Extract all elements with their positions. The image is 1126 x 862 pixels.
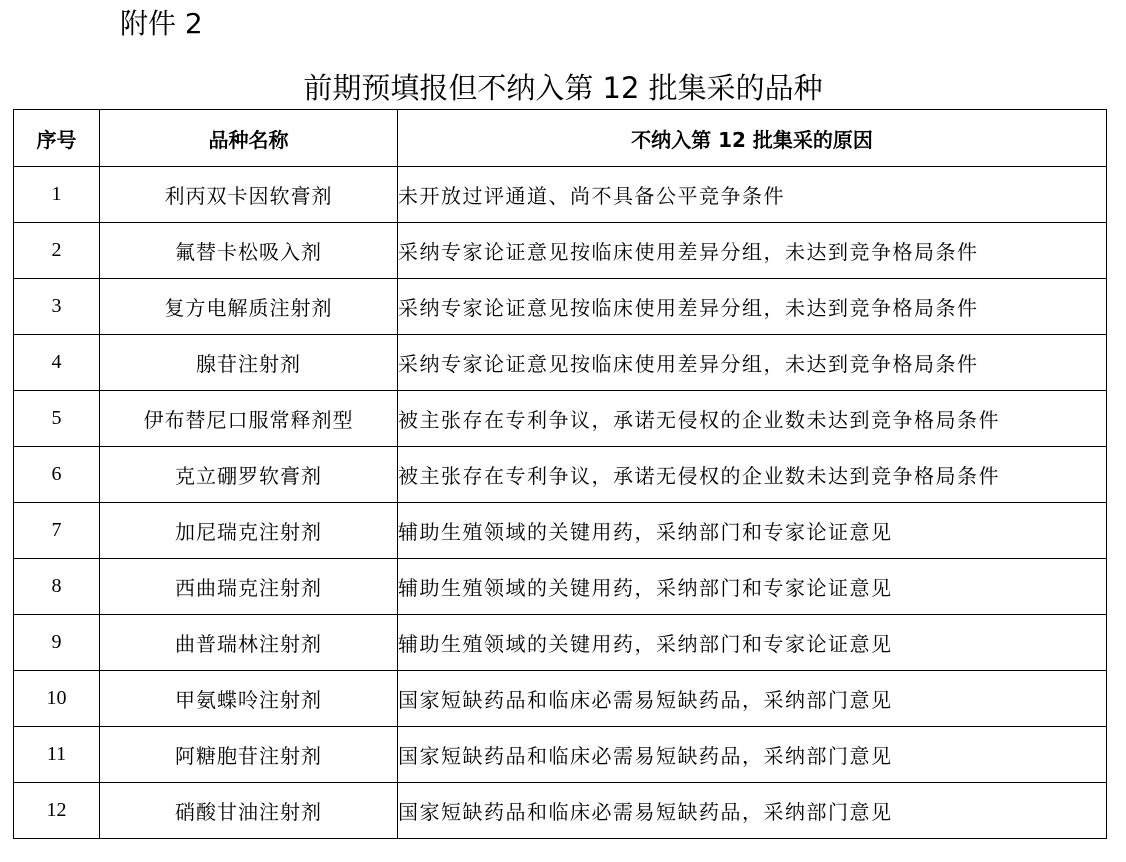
exclusion-reason-cell: 被主张存在专利争议，承诺无侵权的企业数未达到竞争格局条件 [398,447,1107,503]
exclusion-reason-cell: 国家短缺药品和临床必需易短缺药品，采纳部门意见 [398,727,1107,783]
serial-number-cell: 8 [14,559,100,615]
drug-name-cell: 硝酸甘油注射剂 [100,783,398,839]
header-serial-number: 序号 [14,110,100,167]
serial-number-cell: 3 [14,279,100,335]
exclusion-reason-cell: 辅助生殖领域的关键用药，采纳部门和专家论证意见 [398,559,1107,615]
drug-name-cell: 西曲瑞克注射剂 [100,559,398,615]
table-row [14,167,1107,223]
drug-name-cell: 腺苷注射剂 [100,335,398,391]
serial-number-cell: 9 [14,615,100,671]
table-row [14,671,1107,727]
drug-name-cell: 氟替卡松吸入剂 [100,223,398,279]
exclusion-reason-cell: 未开放过评通道、尚不具备公平竞争条件 [398,167,1107,223]
exclusion-reason-cell: 采纳专家论证意见按临床使用差异分组，未达到竞争格局条件 [398,335,1107,391]
serial-number-cell: 4 [14,335,100,391]
drug-name-cell: 曲普瑞林注射剂 [100,615,398,671]
table-row [14,447,1107,503]
table-row [14,727,1107,783]
exclusion-reason-cell: 采纳专家论证意见按临床使用差异分组，未达到竞争格局条件 [398,279,1107,335]
table-body [14,167,1107,839]
exclusion-reason-cell: 辅助生殖领域的关键用药，采纳部门和专家论证意见 [398,503,1107,559]
exclusion-reason-cell: 被主张存在专利争议，承诺无侵权的企业数未达到竞争格局条件 [398,391,1107,447]
page-title: 前期预填报但不纳入第 12 批集采的品种 [303,71,823,105]
header-drug-name: 品种名称 [100,110,398,167]
table-row [14,783,1107,839]
drug-name-cell: 复方电解质注射剂 [100,279,398,335]
exclusion-reason-cell: 国家短缺药品和临床必需易短缺药品，采纳部门意见 [398,783,1107,839]
serial-number-cell: 6 [14,447,100,503]
attachment-label: 附件 2 [120,7,203,40]
serial-number-cell: 2 [14,223,100,279]
exclusion-reason-cell: 采纳专家论证意见按临床使用差异分组，未达到竞争格局条件 [398,223,1107,279]
table-row [14,335,1107,391]
table-row [14,615,1107,671]
drug-table [13,109,1107,839]
drug-name-cell: 阿糖胞苷注射剂 [100,727,398,783]
table-row [14,279,1107,335]
header-exclusion-reason: 不纳入第 12 批集采的原因 [398,110,1107,167]
serial-number-cell: 11 [14,727,100,783]
drug-name-cell: 利丙双卡因软膏剂 [100,167,398,223]
drug-name-cell: 克立硼罗软膏剂 [100,447,398,503]
table-row [14,503,1107,559]
drug-name-cell: 加尼瑞克注射剂 [100,503,398,559]
serial-number-cell: 7 [14,503,100,559]
serial-number-cell: 5 [14,391,100,447]
serial-number-cell: 10 [14,671,100,727]
drug-name-cell: 伊布替尼口服常释剂型 [100,391,398,447]
drug-name-cell: 甲氨蝶呤注射剂 [100,671,398,727]
table-header-row [14,110,1107,167]
serial-number-cell: 12 [14,783,100,839]
exclusion-reason-cell: 国家短缺药品和临床必需易短缺药品，采纳部门意见 [398,671,1107,727]
table-row [14,559,1107,615]
exclusion-reason-cell: 辅助生殖领域的关键用药，采纳部门和专家论证意见 [398,615,1107,671]
table-row [14,223,1107,279]
table-row [14,391,1107,447]
serial-number-cell: 1 [14,167,100,223]
